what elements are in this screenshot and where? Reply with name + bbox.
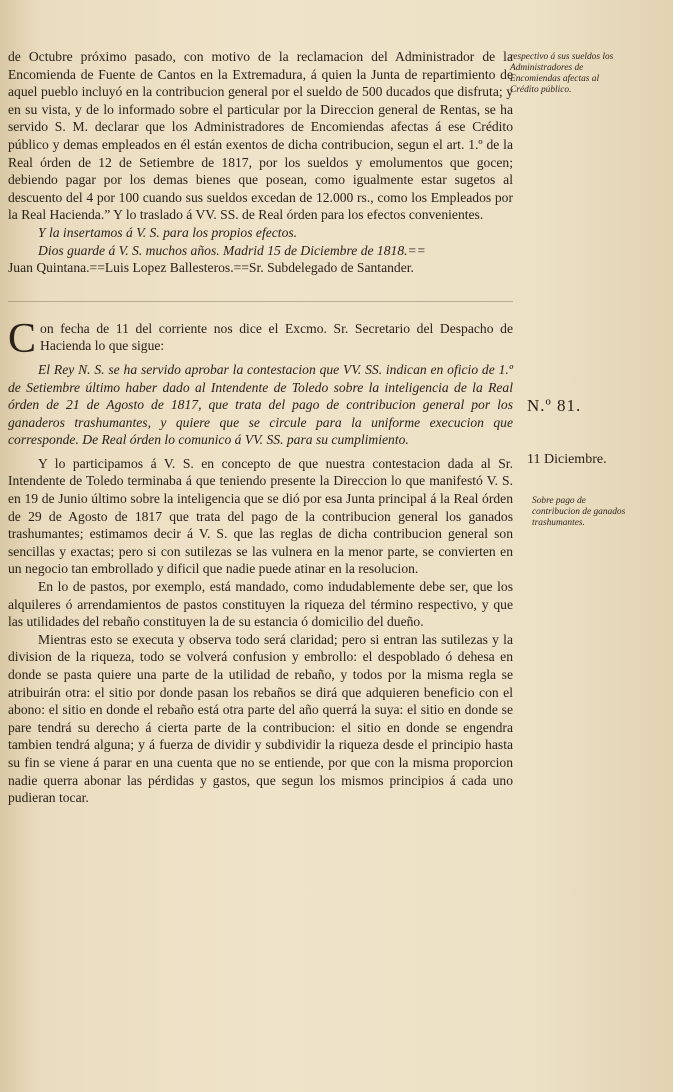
circular-date: 11 Diciembre. [527, 452, 607, 467]
body-paragraph-1: Y lo participamos á V. S. en concepto de que nuestra contestacion dada al Sr. Intendente de Toledo terminaba á que teniendo presente la Direccion lo que manifestó V. S. en 19 de Junio último sobre la inteligencia que se dió por esa Junta principal á la Real órden de 29 de Agosto de 1817 que trata del pago de la contribucion general los ganados trashumantes; estimamos decir á V. S. que las reglas de dicha contribucion general son sencillas y exactas; pero si con sutilezas se las vulnera en la menor parte, se convierten en un negocio tan embrollado y dificil que nadie puede atinar en la resolucion. [8, 455, 513, 577]
signatures-line: Juan Quintana.==Luis Lopez Ballesteros.==Sr. Subdelegado de Santander. [8, 260, 414, 276]
insertion-line: Y la insertamos á V. S. para los propios efectos. [38, 224, 298, 240]
main-text-column [8, 48, 513, 807]
paragraph-continuation: de Octubre próximo pasado, con motivo de la reclamacion del Administrador de la Encomienda de Fuente de Cantos en la Extremadura, á quien la Junta de repartimiento de aquel pueblo incluyó en la contribucion general por el sueldo de 500 ducados que disfruta; y en su vista, y de lo informado sobre el particular por la Direccion general de Rentas, se ha servido S. M. declarar que los Administradores de Encomiendas afectas á ese Crédito público y demas empleados en él están exentos de dicha contribucion, segun el art. 1.º de la Real órden de 12 de Setiembre de 1817, por los sueldos y emolumentos que gocen; debiendo pagar por los demas bienes que posean, como igualmente estar sugetos al descuento del 4 por 100 cuando sus sueldos excedan de 12.000 rs., como los Empleados por la Real Hacienda.” Y lo traslado á VV. SS. de Real órden para los efectos convenientes. [8, 49, 513, 223]
quoted-order: El Rey N. S. se ha servido aprobar la contestacion que VV. SS. indican en oficio de 1.º de Setiembre último haber dado al Intendente de Toledo sobre la inteligencia de la Real órden de 21 de Agosto de 1817, que trata del pago de contribucion general por los ganaderos trashumantes, y quiere que se circule para la uniforme execucion que corresponde. De Real órden lo comunico á VV. SS. para su cumplimiento. [8, 361, 513, 448]
section-divider [8, 301, 513, 302]
body-paragraph-2: En lo de pastos, por exemplo, está mandado, como indudablemente debe ser, que los alquileres ó arrendamientos de pastos constituyen la riqueza del término respectivo, y que las utilidades del rebaño constituyen la de su estancia ó domicilio del dueño. [8, 579, 513, 630]
drop-cap: C [8, 315, 37, 362]
margin-note-2: Sobre pago de contribucion de ganados trashumantes. [532, 496, 626, 528]
closing-line: Dios guarde á V. S. muchos años. Madrid 15 de Diciembre de 1818.== [38, 242, 426, 258]
body-paragraph-3: Mientras esto se executa y observa todo será claridad; pero si entran las sutilezas y la division de la riqueza, todo se volverá confusion y embrollo: el despoblado ó dehesa en donde se pasta quiere una parte de la utilidad de rebaño, y todos por la misma regla se atribuirán otra: el sitio por donde pasan los rebaños se dirá que adquieren beneficio con el abono: el sitio en donde el rebaño está otra parte del año querrá la suya: el sitio en donde se pare tendrá su derecho á cierta parte de la contribucion: el sitio en donde se engendra tambien tendrá alguna; y á fuerza de dividir y subdividir la riqueza desde el principio hasta su fin se viene á parar en una cuenta que no se entiende, por que con la misma proporcion nadie querra abonar las pérdidas y gastos, que segun los mismos principios á cada uno pudieran tocar. [8, 631, 513, 806]
opening-paragraph [8, 315, 513, 362]
margin-note-1: respectivo á sus sueldos los Administradores de Encomiendas afectas al Crédito público. [510, 52, 614, 95]
opening-text: on fecha de 11 del corriente nos dice el Excmo. Sr. Secretario del Despacho de Hacienda lo que sigue: [40, 320, 513, 354]
circular-number: N.º 81. [527, 396, 582, 415]
